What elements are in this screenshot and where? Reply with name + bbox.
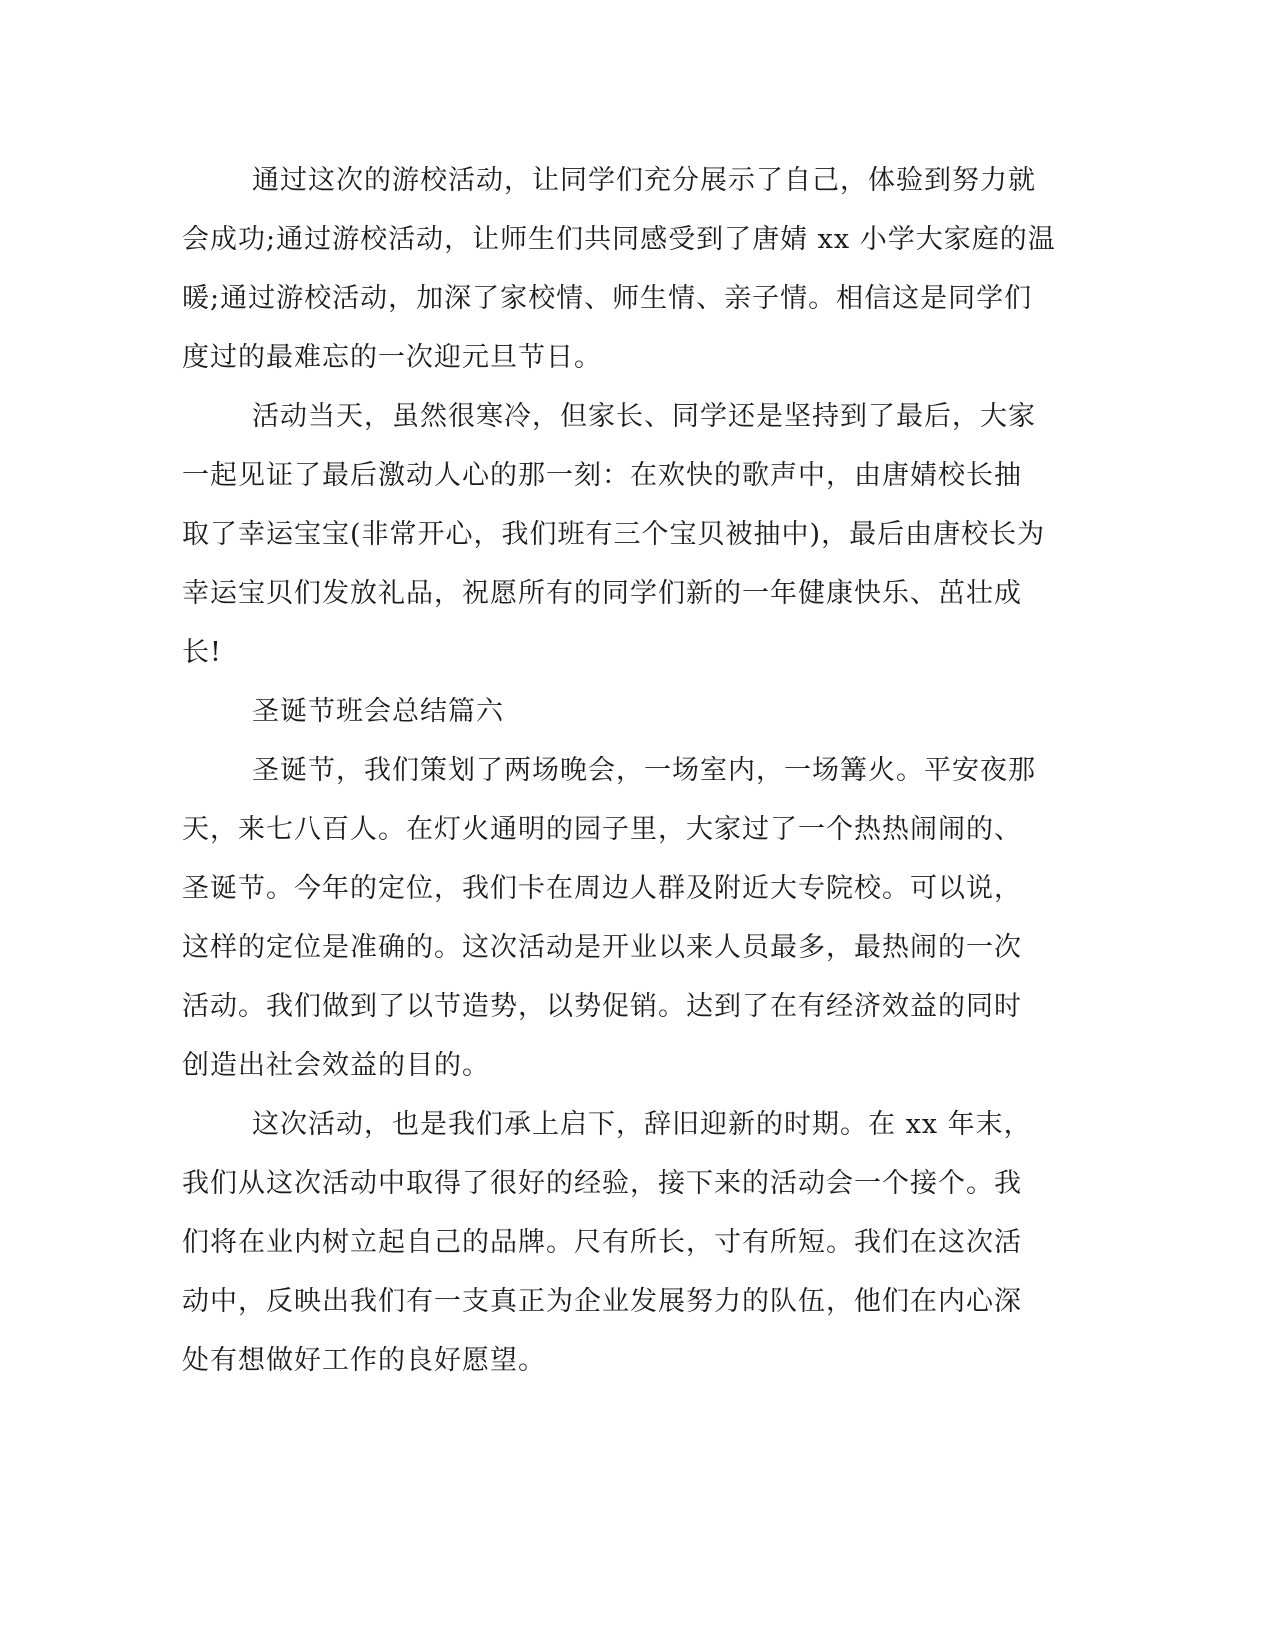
text-line: 取了幸运宝宝(非常开心，我们班有三个宝贝被抽中)，最后由唐校长为 (182, 519, 1046, 550)
text-line: 这次活动，也是我们承上启下，辞旧迎新的时期。在 xx 年末， (252, 1109, 1032, 1140)
text-line: 圣诞节，我们策划了两场晚会，一场室内，一场篝火。平安夜那 (252, 755, 1036, 786)
text-line: 活动。我们做到了以节造势，以势促销。达到了在有经济效益的同时 (182, 991, 1022, 1022)
text-line: 长! (182, 637, 222, 668)
text-line: 动中，反映出我们有一支真正为企业发展努力的队伍，他们在内心深 (182, 1286, 1022, 1317)
text-line: 处有想做好工作的良好愿望。 (182, 1345, 546, 1376)
text-line: 活动当天，虽然很寒冷，但家长、同学还是坚持到了最后，大家 (252, 401, 1036, 432)
text-line: 度过的最难忘的一次迎元旦节日。 (182, 342, 602, 373)
text-line: 暖;通过游校活动，加深了家校情、师生情、亲子情。相信这是同学们 (182, 283, 1033, 314)
text-line: 天，来七八百人。在灯火通明的园子里，大家过了一个热热闹闹的、 (182, 814, 1022, 845)
text-line: 会成功;通过游校活动，让师生们共同感受到了唐婧 xx 小学大家庭的温 (182, 224, 1056, 255)
text-line: 们将在业内树立起自己的品牌。尺有所长，寸有所短。我们在这次活 (182, 1227, 1022, 1258)
section-heading: 圣诞节班会总结篇六 (252, 696, 504, 727)
text-line: 圣诞节。今年的定位，我们卡在周边人群及附近大专院校。可以说， (182, 873, 1022, 904)
text-line: 一起见证了最后激动人心的那一刻：在欢快的歌声中，由唐婧校长抽 (182, 460, 1022, 491)
text-line: 幸运宝贝们发放礼品，祝愿所有的同学们新的一年健康快乐、茁壮成 (182, 578, 1022, 609)
text-line: 创造出社会效益的目的。 (182, 1050, 490, 1081)
text-line: 通过这次的游校活动，让同学们充分展示了自己，体验到努力就 (252, 165, 1036, 196)
text-line: 我们从这次活动中取得了很好的经验，接下来的活动会一个接个。我 (182, 1168, 1022, 1199)
text-line: 这样的定位是准确的。这次活动是开业以来人员最多，最热闹的一次 (182, 932, 1022, 963)
